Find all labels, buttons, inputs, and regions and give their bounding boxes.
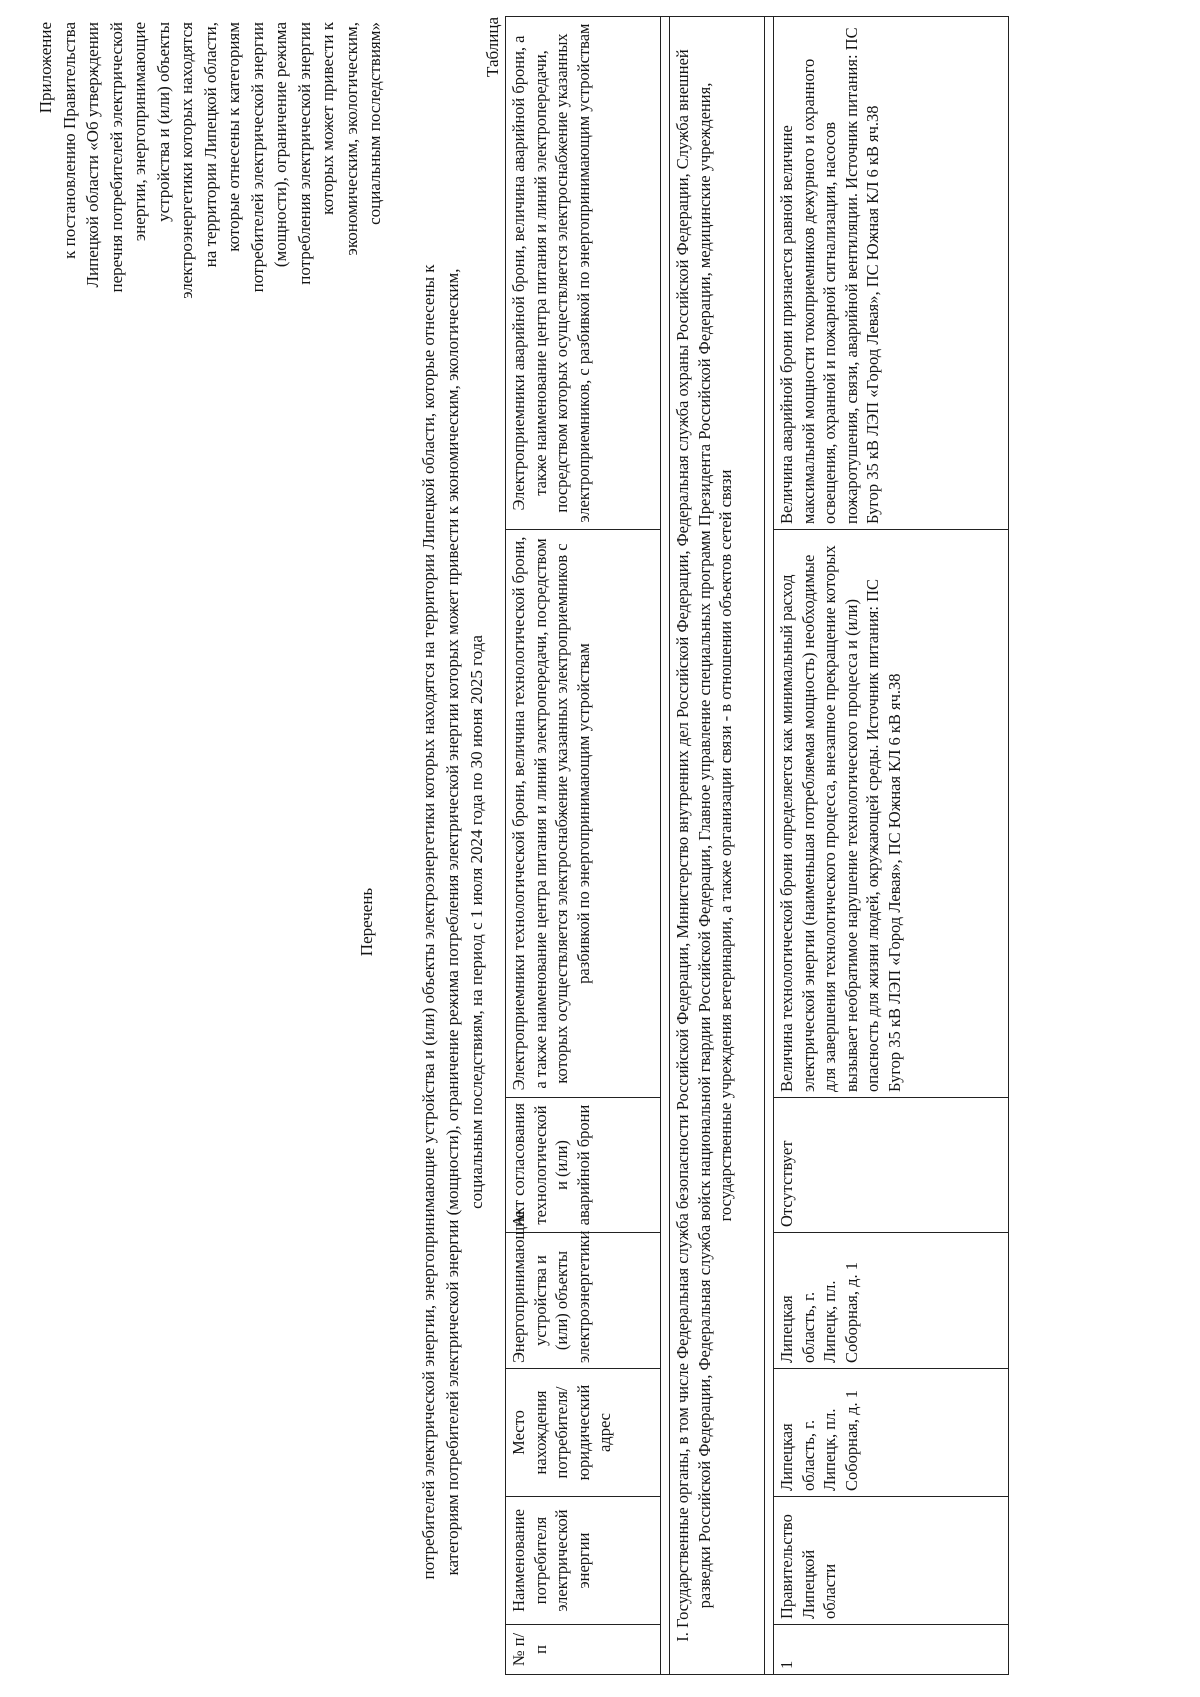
header-agreement-act: Акт согласования технологической и (или) аварийной брони: [506, 1098, 661, 1233]
cell-agreement-act: Отсутствует: [774, 1098, 1009, 1233]
table-caption: Таблица: [483, 17, 502, 77]
header-devices: Энергопринимающие устройства и (или) объекты электроэнергетики: [506, 1233, 661, 1369]
cell-technological-reserve: Величина технологической брони определяется как минимальный расход электрической энергии (наименьшая потребляемая мощность) необходимые для завершения технологического процесса, внезапное прекращение которых вызывает необратимое нарушение технологического процесса и (или) опасность для жизни людей, окружающей среды. Источник питания: ПС Бугор 35 кВ ЛЭП «Город Левая», ПС Южная КЛ 6 кВ яч.38: [774, 530, 1009, 1098]
section-title: I. Государственные органы, в том числе Федеральная служба безопасности Российской Федерации, Министерство внутренних дел Российской Федерации, Федеральная служба охраны Российской Федерации, Служба внешней разведки Российской Федерации, Федеральная служба войск национальной гвардии Российской Федерации, Главное управление специальных программ Президента Российской Федерации, медицинские учреждения, государственные учреждения ветеринарии, а также организации связи - в отношении объектов сетей связи: [670, 17, 765, 1675]
cell-address: Липецкая область, г. Липецк, пл. Соборная, д. 1: [774, 1369, 1009, 1497]
table-header-row: [506, 17, 661, 1675]
table-row: [774, 17, 1009, 1675]
header-consumer-name: Наименование потребителя электрической энергии: [506, 1497, 661, 1625]
consumers-table: [505, 16, 1009, 1675]
appendix-text: к постановлению Правительства Липецкой области «Об утверждении перечня потребителей электрической энергии, энергопринимающие устройства и (или) объекты электроэнергетики которых находятся на территории Липецкой области, которые отнесены к категориям потребителей электрической энергии (мощности), ограничение режима потребления электрической энергии которых может привести к экономическим, экологическим, социальным последствиям»: [59, 22, 384, 299]
cell-devices: Липецкая область, г. Липецк, пл. Соборная, д. 1: [774, 1233, 1009, 1369]
appendix-block: [34, 22, 387, 312]
appendix-title: Приложение: [36, 22, 55, 114]
header-number: № п/п: [506, 1625, 661, 1675]
cell-number: 1: [774, 1625, 1009, 1675]
table-section-row: [670, 17, 765, 1675]
document-heading: Перечень: [357, 887, 376, 957]
cell-consumer-name: Правительство Липецкой области: [774, 1497, 1009, 1625]
header-emergency-reserve: Электроприемники аварийной брони, величина аварийной брони, а также наименование центра питания и линий электропередачи, посредством которых осуществляется электроснабжение указанных электроприемников, с разбивкой по энергопринимающим устройствам: [506, 17, 661, 530]
header-technological-reserve: Электроприемники технологической брони, величина технологической брони, а также наименование центра питания и линий электропередачи, посредством которых осуществляется электроснабжение указанных электроприемников с разбивкой по энергопринимающим устройствам: [506, 530, 661, 1098]
document-title-block: [355, 257, 489, 1587]
cell-emergency-reserve: Величина аварийной брони признается равной величине максимальной мощности токоприемников дежурного и охранного освещения, охранной и пожарной сигнализации, насосов пожаротушения, связи, аварийной вентиляции. Источник питания: ПС Бугор 35 кВ ЛЭП «Город Левая», ПС Южная КЛ 6 кВ яч.38: [774, 17, 1009, 530]
table-spacer-row: [765, 17, 774, 1675]
header-location: Место нахождения потребителя/ юридический адрес: [506, 1369, 661, 1497]
document-subtitle: потребителей электрической энергии, энергопринимающие устройства и (или) объекты электроэнергетики которых находятся на территории Липецкой области, которые отнесены к категориям потребителей электрической энергии (мощности), ограничение режима потребления электрической энергии которых может привести к экономическим, экологическим, социальным последствиям, на период с 1 июля 2024 года по 30 июня 2025 года: [419, 264, 486, 1580]
table-spacer-row: [661, 17, 670, 1675]
